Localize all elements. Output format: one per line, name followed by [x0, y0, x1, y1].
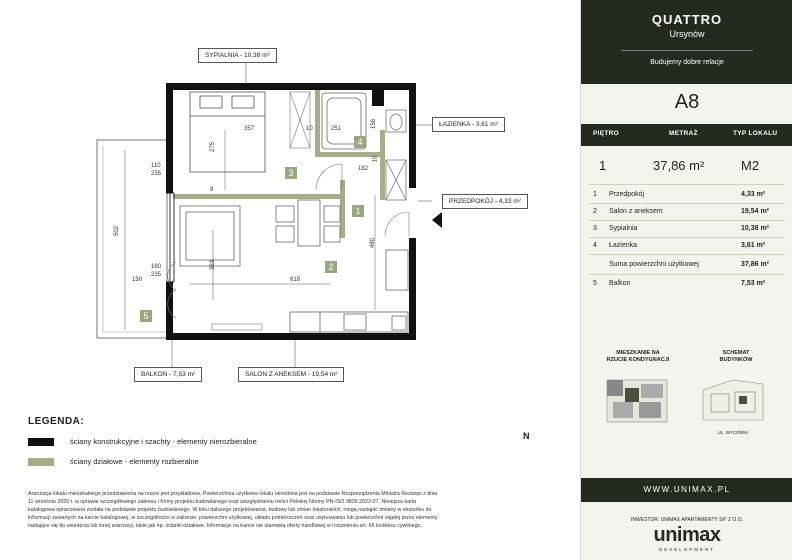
- room-name: Sypialnia: [609, 225, 638, 232]
- balcony-outline: [97, 140, 167, 338]
- room-no: 2: [593, 208, 597, 215]
- dim-window-a2: 235: [151, 171, 162, 177]
- room-name: Przedpokój: [609, 191, 645, 198]
- partition-bedroom-bottom: [173, 194, 341, 199]
- structural-wall-top: [166, 83, 416, 90]
- legend-text-partition: ściany działowe - elementy rozbieralne: [70, 457, 199, 466]
- room-row: [581, 222, 792, 237]
- balcony-row: [581, 277, 792, 292]
- label-salon: SALON Z ANEKSEM - 19,54 m²: [238, 367, 344, 382]
- header-floor: PIĘTRO: [593, 130, 619, 137]
- value-type: M2: [741, 158, 760, 173]
- buildings-map-title-line: SCHEMAT: [722, 350, 750, 356]
- legend-title: LEGENDA:: [28, 416, 85, 427]
- room-row: [581, 239, 792, 254]
- dim-bath-c: 156: [371, 118, 378, 130]
- dim-balcony-width: 150: [132, 277, 143, 283]
- total-row: [581, 258, 792, 273]
- dim-living-height: 363: [210, 259, 217, 271]
- room-area: 19,54 m²: [741, 208, 770, 215]
- unimax-logo-sub: DEVELOPMENT: [658, 547, 715, 552]
- buildings-scheme-map: [693, 370, 773, 430]
- divider: [589, 274, 785, 275]
- room-number-5: 5: [140, 310, 152, 322]
- total-name: Suma powierzchni użytkowej: [609, 261, 699, 268]
- dim-bedroom-width: 357: [244, 126, 255, 132]
- floor-location-map: [599, 370, 679, 430]
- header-area: METRAŻ: [669, 130, 698, 137]
- bed: [190, 92, 265, 172]
- apartment-number: A8: [674, 91, 700, 113]
- room-row: [581, 188, 792, 203]
- room-number-3: 3: [285, 167, 297, 179]
- compass-label: N: [523, 431, 530, 441]
- investor-text: INWESTOR: UNIMAX APARTAMENTY SP. Z O.O.: [631, 517, 743, 523]
- legend-swatch-partition: [28, 458, 54, 466]
- shaft: [372, 90, 384, 106]
- partition-hall: [340, 180, 345, 238]
- dim-window-b1: 180: [151, 264, 162, 270]
- value-floor: 1: [599, 158, 607, 173]
- dining-set: [276, 200, 340, 246]
- legend-text-structural: ściany konstrukcyjne i szachty - elementy nierozbieralne: [70, 437, 257, 446]
- header-type: TYP LOKALU: [733, 130, 778, 137]
- disclaimer-line: Aranżacja lokalu mieszkalnego przedstawiona na rzucie jest przykładowa. Powierzchnia użytkowa lokalu określona jest na podstawie Rozporządzenia Ministra Rozwoju z dnia: [28, 491, 438, 497]
- partition-bathroom-left: [315, 90, 320, 156]
- bathroom-fixtures: [386, 110, 406, 200]
- dim-hall-height: 480: [370, 237, 377, 249]
- disclaimer-line: nadające się do usunięcia lub innej aranżacji, takie jak np. ścianki działowe. Informacje na karcie nie stanowią oferty handlowej w rozumieniu art. 66 kodeksu cywilnego.: [28, 523, 422, 529]
- brand-name: QUATTRO: [651, 12, 723, 27]
- brand-tagline: Budujemy dobre relacje: [650, 59, 724, 66]
- room-no: 3: [593, 225, 597, 232]
- panel-header: [581, 0, 792, 84]
- info-header-strip: [581, 124, 792, 146]
- buildings-map-title: [691, 350, 781, 364]
- room-number-4: 4: [354, 136, 366, 148]
- label-sypialnia: SYPIALNIA - 10,38 m²: [198, 48, 277, 63]
- dim-wall: 8: [210, 187, 214, 193]
- room-row: [581, 205, 792, 220]
- room-number-2: 2: [325, 261, 337, 273]
- floor-map-title-line: RZUCIE KONDYGNACJI: [606, 357, 670, 363]
- tv-unit: [212, 324, 262, 330]
- sofa: [180, 206, 240, 266]
- room-area: 3,61 m²: [741, 242, 766, 249]
- apartment-box: [581, 84, 792, 124]
- entrance-arrow: [432, 212, 442, 228]
- structural-wall-left-top: [166, 83, 173, 193]
- legend-swatch-structural: [28, 438, 54, 446]
- street-name: UL. WYCIÓRKI: [717, 430, 749, 435]
- room-name: Salon z aneksem: [609, 208, 663, 215]
- label-lazienka: ŁAZIENKA - 3,61 m²: [432, 117, 505, 132]
- total-area: 37,86 m²: [741, 261, 770, 268]
- header-divider: [621, 50, 753, 51]
- room-no: 1: [593, 191, 597, 198]
- dim-window-b2: 235: [151, 272, 162, 278]
- divider: [589, 184, 785, 185]
- room-name: Łazienka: [609, 242, 638, 249]
- room-name: Balkon: [609, 280, 631, 287]
- structural-wall-right-top: [409, 83, 416, 188]
- dim-hall-a: 182: [358, 166, 369, 172]
- unimax-logo: unimax: [653, 524, 721, 546]
- room-area: 4,33 m²: [741, 191, 766, 198]
- dim-bath-a: 10: [306, 126, 313, 132]
- info-panel: [580, 0, 792, 560]
- divider: [589, 237, 785, 238]
- room-number-1: 1: [352, 205, 364, 217]
- dim-window-a1: 110: [151, 163, 161, 169]
- disclaimer-line: 11 września 2020 r. w sprawie szczegółowego zakresu i formy projektu budowlanego oraz uwzględnieniu treści Polskiej Normy PN-ISO 9836:2022-07. Niniejsza karta: [28, 499, 417, 505]
- dim-bedroom-height: 275: [210, 141, 217, 153]
- room-area: 10,38 m²: [741, 225, 770, 232]
- brand-location: Ursynów: [669, 29, 705, 39]
- divider: [589, 203, 785, 204]
- floor-map-title: [593, 350, 683, 364]
- disclaimer: [28, 490, 573, 530]
- wardrobe: [290, 92, 310, 148]
- divider: [589, 254, 785, 255]
- value-area: 37,86 m²: [653, 158, 705, 173]
- dim-hall-b: 10: [372, 155, 379, 163]
- room-no: 5: [593, 280, 597, 287]
- floor-map-title-line: MIESZKANIE NA: [616, 350, 660, 356]
- label-balkon: BALKON - 7,53 m²: [134, 367, 202, 382]
- dim-living-width: 618: [290, 277, 301, 283]
- room-no: 4: [593, 242, 597, 249]
- disclaimer-line: informacji zawartych na karcie katalogowej, w szczególności w zakresie: powierzchni użytkowej, układu pomieszczeń oraz usytuowaniu lub powierzchni zajętej przez elementy: [28, 515, 438, 521]
- kitchen-counter: [290, 250, 408, 332]
- structural-wall-bottom: [166, 333, 416, 340]
- buildings-map-title-line: BUDYNKÓW: [719, 357, 753, 363]
- website-link[interactable]: WWW.UNIMAX.PL: [581, 478, 792, 502]
- partition-bathroom-right: [380, 130, 385, 200]
- divider: [589, 220, 785, 221]
- dim-balcony-height: 502: [114, 225, 121, 237]
- structural-wall-right-bottom: [409, 238, 416, 340]
- room-area: 7,53 m²: [741, 280, 766, 287]
- disclaimer-line: katalogowa opracowana została na podstawie projektu budowlanego. W toku dalszego projektowania, budowy lub zmian lokatorskich, mogą nastąpić zmiany w stosunku do: [28, 507, 432, 513]
- label-przedpokoj: PRZEDPOKÓJ - 4,33 m²: [442, 194, 528, 209]
- dim-bath-b: 251: [331, 126, 342, 132]
